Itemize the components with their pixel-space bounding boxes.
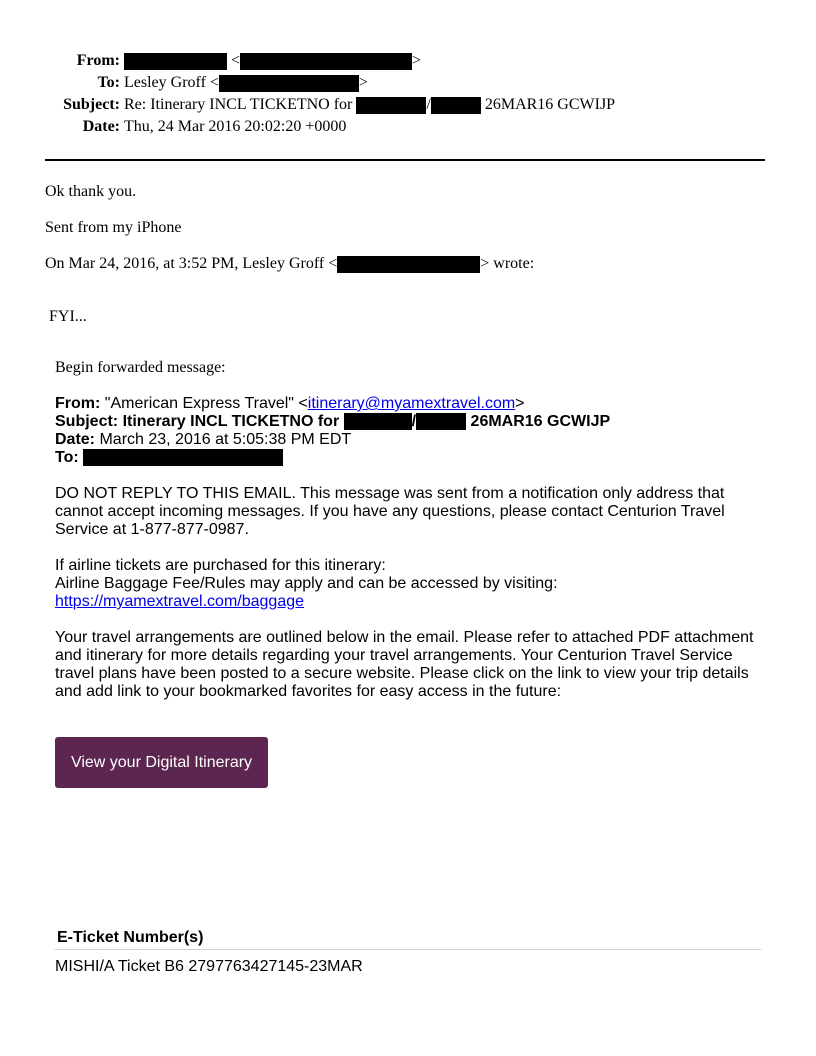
redaction — [337, 256, 480, 273]
header-divider — [45, 159, 765, 161]
fwd-subject-suffix: 26MAR16 GCWIJP — [470, 413, 611, 430]
eticket-row: MISHI/A Ticket B6 2797763427145-23MAR — [55, 958, 363, 975]
quote-prefix: On Mar 24, 2016, at 3:52 PM, Lesley Groff < — [45, 255, 338, 272]
fwd-subject-row: Subject: Itinerary INCL TICKETNO for / 26MAR16 GCWIJP — [55, 413, 611, 430]
baggage-line-2: Airline Baggage Fee/Rules may apply and can be accessed by visiting: — [55, 575, 558, 592]
view-digital-itinerary-button[interactable]: View your Digital Itinerary — [55, 737, 268, 788]
fwd-from-name: "American Express Travel" < — [104, 395, 308, 412]
fwd-to-row — [55, 449, 283, 467]
quote-suffix: > wrote: — [480, 255, 535, 272]
header-to-value: Lesley Groff < > — [124, 74, 368, 91]
redaction — [344, 413, 412, 430]
begin-forwarded: Begin forwarded message: — [55, 359, 226, 376]
eticket-divider — [55, 949, 761, 950]
arrangements-paragraph: Your travel arrangements are outlined below in the email. Please refer to attached PDF attachment and itinerary for more details regarding your travel arrangements. Your Centurion Travel Service travel plans have been posted to a secure website. Please click on the link to view your trip details and add link to your bookmarked favorites for easy access in the future: — [55, 629, 754, 700]
fwd-from-email-link[interactable]: itinerary@myamextravel.com — [307, 395, 516, 412]
fwd-to-label: To: — [55, 449, 79, 466]
header-from-label: From: — [76, 52, 120, 69]
eticket-title: E-Ticket Number(s) — [57, 929, 204, 946]
redaction — [416, 413, 466, 430]
baggage-link[interactable]: https://myamextravel.com/baggage — [55, 593, 305, 610]
fwd-from-row: From: "American Express Travel" <itinerary@myamextravel.com> — [55, 395, 525, 412]
reply-line: Ok thank you. — [45, 183, 137, 200]
notice-paragraph: DO NOT REPLY TO THIS EMAIL. This message was sent from a notification only address that cannot accept incoming messages. If you have any questions, please contact Centurion Travel Service at 1-877-877-0987. — [55, 485, 725, 538]
header-date-label: Date: — [82, 118, 120, 135]
baggage-paragraph — [55, 557, 765, 611]
header-subject-suffix: 26MAR16 GCWIJP — [484, 96, 616, 113]
header-from-value: < > — [124, 52, 421, 70]
redaction — [219, 75, 359, 92]
header-subject-text: Re: Itinerary INCL TICKETNO for — [124, 96, 353, 113]
fwd-date-label: Date: — [55, 431, 96, 448]
header-subject-label: Subject: — [63, 96, 120, 113]
redaction — [356, 97, 426, 114]
header-to-name: Lesley Groff < — [124, 74, 219, 91]
redaction — [240, 53, 412, 70]
header-date-value: Thu, 24 Mar 2016 20:02:20 +0000 — [124, 118, 347, 135]
header-subject-value: Re: Itinerary INCL TICKETNO for / 26MAR16 GCWIJP — [124, 96, 616, 113]
quote-attribution — [45, 254, 534, 274]
redaction — [431, 97, 481, 114]
fyi-text: FYI... — [49, 308, 87, 325]
redaction — [124, 53, 227, 70]
baggage-line-1: If airline tickets are purchased for this itinerary: — [55, 557, 386, 574]
signature-line: Sent from my iPhone — [45, 219, 182, 236]
fwd-date-row — [55, 431, 351, 449]
fwd-date-value: March 23, 2016 at 5:05:38 PM EDT — [99, 431, 352, 448]
redaction — [83, 449, 283, 466]
fwd-subject-label: Subject: Itinerary INCL TICKETNO for — [55, 413, 340, 430]
header-to-label: To: — [97, 74, 120, 91]
fwd-from-label: From: — [55, 395, 101, 412]
